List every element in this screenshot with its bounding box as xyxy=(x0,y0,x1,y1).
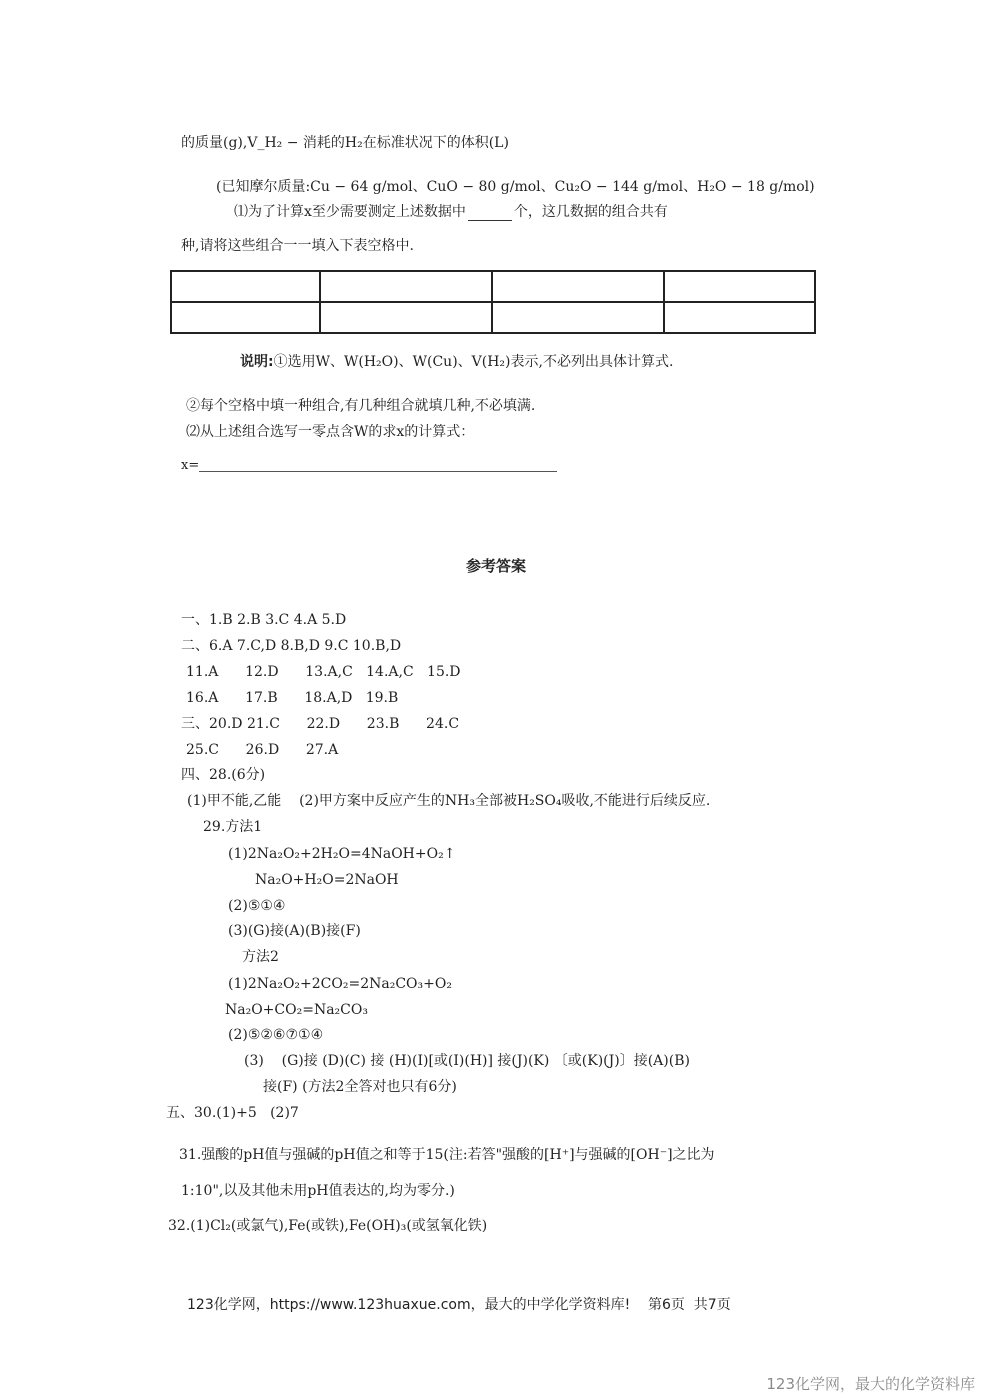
answers-title: 参考答案 xyxy=(466,557,527,575)
note-line xyxy=(240,353,673,371)
x-answer-line[interactable] xyxy=(199,471,557,472)
answer-line: 一、1.B 2.B 3.C 4.A 5.D xyxy=(181,612,347,628)
answer-line: 29.方法1 xyxy=(203,819,263,835)
answer-line: (1)2Na₂O₂+2CO₂=2Na₂CO₃+O₂ xyxy=(228,976,452,992)
intro-line: 的质量(g),V_H₂ − 消耗的H₂在标准状况下的体积(L) xyxy=(181,135,509,151)
table-cell[interactable] xyxy=(664,271,815,302)
answer-line: 接(F) (方法2全答对也只有6分) xyxy=(263,1079,457,1095)
table-cell[interactable] xyxy=(320,271,492,302)
table-cell[interactable] xyxy=(171,271,320,302)
combination-table xyxy=(170,270,816,334)
table-cell[interactable] xyxy=(171,302,320,333)
answer-line: (1)甲不能,乙能 (2)甲方案中反应产生的NH₃全部被H₂SO₄吸收,不能进行后续反应. xyxy=(187,793,711,809)
question-2: ⑵从上述组合选写一零点含W的求x的计算式： xyxy=(186,424,475,440)
question-1-line1 xyxy=(234,203,668,221)
answer-line: 二、6.A 7.C,D 8.B,D 9.C 10.B,D xyxy=(181,638,402,654)
table-cell[interactable] xyxy=(320,302,492,333)
answer-line: 方法2 xyxy=(242,949,279,965)
answer-line: 16.A 17.B 18.A,D 19.B xyxy=(186,690,399,706)
watermark: 123化学网，最大的化学资料库 xyxy=(766,1375,975,1393)
page-footer: 123化学网，https://www.123huaxue.com，最大的中学化学资料库! 第6页 共7页 xyxy=(187,1297,731,1313)
answer-line: (3) (G)接 (D)(C) 接 (H)(I)[或(I)(H)] 接(J)(K) 〔或(K)(J)〕接(A)(B) xyxy=(244,1053,690,1069)
note-text: ①选用W、W(H₂O)、W(Cu)、V(H₂)表示,不必列出具体计算式. xyxy=(273,354,674,370)
answer-line: 31.强酸的pH值与强碱的pH值之和等于15(注:若答"强酸的[H⁺]与强碱的[OH⁻]之比为 xyxy=(179,1147,715,1163)
table-cell[interactable] xyxy=(664,302,815,333)
question-1-text-b: 个，这几数据的组合共有 xyxy=(513,204,668,220)
answer-line: Na₂O+CO₂=Na₂CO₃ xyxy=(225,1002,368,1018)
answer-line: Na₂O+H₂O=2NaOH xyxy=(255,872,399,888)
answer-line: 32.(1)Cl₂(或氯气),Fe(或铁),Fe(OH)₃(或氢氧化铁) xyxy=(168,1218,488,1234)
table-cell[interactable] xyxy=(492,302,664,333)
table-row xyxy=(171,271,815,302)
answer-line: 三、20.D 21.C 22.D 23.B 24.C xyxy=(181,716,460,732)
answer-line: (2)⑤①④ xyxy=(228,898,286,914)
note-label: 说明: xyxy=(240,354,274,370)
answer-line: 25.C 26.D 27.A xyxy=(186,742,339,758)
answer-blank[interactable] xyxy=(468,206,512,221)
table-row xyxy=(171,302,815,333)
question-1-line2: 种,请将这些组合一一填入下表空格中. xyxy=(181,238,414,254)
answer-line: (3)(G)接(A)(B)接(F) xyxy=(228,923,361,939)
answer-line: (1)2Na₂O₂+2H₂O=4NaOH+O₂↑ xyxy=(228,846,456,862)
answer-line: 11.A 12.D 13.A,C 14.A,C 15.D xyxy=(186,664,461,680)
answer-line: 1:10",以及其他未用pH值表达的,均为零分.) xyxy=(181,1183,455,1199)
molar-mass-note: (已知摩尔质量:Cu − 64 g/mol、CuO − 80 g/mol、Cu₂O − 144 g/mol、H₂O − 18 g/mol) xyxy=(216,179,815,195)
answer-line: 五、30.(1)+5 (2)7 xyxy=(166,1105,299,1121)
note-2: ②每个空格中填一种组合,有几种组合就填几种,不必填满. xyxy=(186,398,536,414)
x-label: x= xyxy=(181,458,200,473)
table-cell[interactable] xyxy=(492,271,664,302)
answer-line: (2)⑤②⑥⑦①④ xyxy=(228,1027,324,1043)
answer-line: 四、28.(6分) xyxy=(181,767,266,783)
question-1-text-a: ⑴为了计算x至少需要测定上述数据中 xyxy=(234,204,466,220)
